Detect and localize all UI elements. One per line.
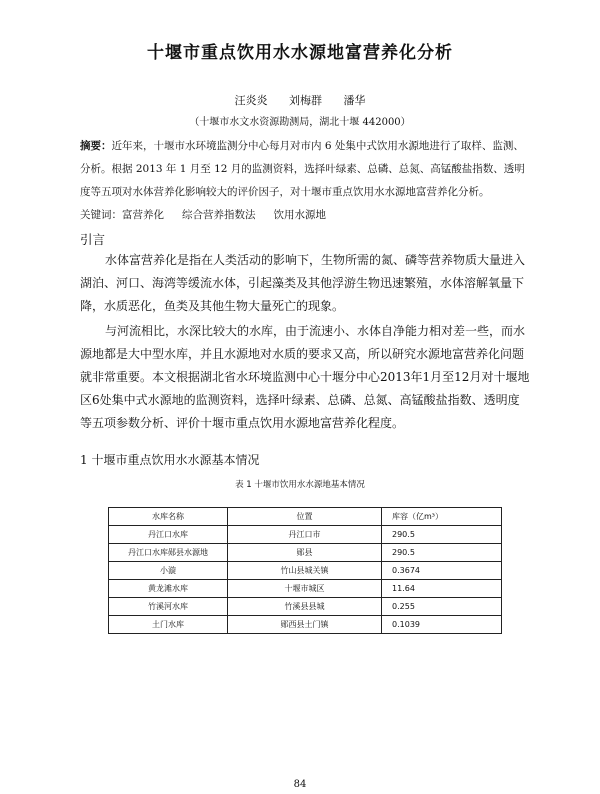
table-cell: 丹江口水库郧县水源地 bbox=[109, 544, 228, 562]
author-name: 潘华 bbox=[343, 94, 366, 107]
table-cell: 竹溪县县城 bbox=[228, 598, 382, 616]
table-row bbox=[109, 544, 502, 562]
page-number: 84 bbox=[293, 779, 307, 790]
table-row bbox=[109, 598, 502, 616]
table-caption: 表 1 十堰市饮用水水源地基本情况 bbox=[235, 480, 365, 490]
author-name: 汪炎炎 bbox=[234, 94, 268, 107]
abstract-label: 摘要： bbox=[80, 140, 112, 152]
keyword: 综合营养指数法 bbox=[182, 209, 256, 221]
table-cell: 竹溪河水库 bbox=[109, 598, 228, 616]
section-heading-intro: 引言 bbox=[80, 232, 106, 247]
table-cell: 土门水库 bbox=[109, 616, 228, 634]
table-row bbox=[109, 526, 502, 544]
table-cell: 郧县 bbox=[228, 544, 382, 562]
paragraph bbox=[80, 249, 530, 318]
table-header-cell: 水库名称 bbox=[109, 508, 228, 526]
table-cell: 11.64 bbox=[382, 580, 502, 598]
table-row bbox=[109, 562, 502, 580]
keywords-label: 关键词： bbox=[80, 209, 122, 221]
author-name: 刘梅群 bbox=[289, 94, 322, 107]
table-cell: 0.255 bbox=[382, 598, 502, 616]
paper-title: 十堰市重点饮用水水源地富营养化分析 bbox=[147, 43, 453, 63]
paragraph bbox=[80, 320, 530, 435]
table-header-row bbox=[109, 508, 502, 526]
paragraph-text: 与河流相比，水深比较大的水库，由于流速小、水体自净能力相对差一些，而水源地都是大中型水库，并且水源地对水质的要求又高，所以研究水源地富营养化问题就非常重要。本文根据湖北省水环境监测中心十堰分中心2013年1月至12月对十堰地区6处集中式水源地的监测资料，选择叶绿素、总磷、总氮、高锰酸盐指数、透明度等五项参数分析、评价十堰市重点饮用水源地富营养化程度。 bbox=[80, 324, 530, 430]
table-cell: 郧西县土门镇 bbox=[228, 616, 382, 634]
table-cell: 丹江口水库 bbox=[109, 526, 228, 544]
table-cell: 0.1039 bbox=[382, 616, 502, 634]
section-heading-1: 1 十堰市重点饮用水水源基本情况 bbox=[80, 453, 260, 467]
table-cell: 竹山县城关镇 bbox=[228, 562, 382, 580]
paragraph-text: 水体富营养化是指在人类活动的影响下，生物所需的氮、磷等营养物质大量进入湖泊、河口、海湾等缓流水体，引起藻类及其他浮游生物迅速繁殖，水体溶解氧量下降，水质恶化，鱼类及其他生物大量死亡的现象。 bbox=[80, 253, 526, 313]
table-cell: 0.3674 bbox=[382, 562, 502, 580]
table-cell: 黄龙滩水库 bbox=[109, 580, 228, 598]
table-cell: 十堰市城区 bbox=[228, 580, 382, 598]
table-header-cell: 位置 bbox=[228, 508, 382, 526]
table-cell: 小漩 bbox=[109, 562, 228, 580]
table-row bbox=[109, 580, 502, 598]
keyword: 饮用水源地 bbox=[273, 209, 326, 221]
reservoir-table bbox=[108, 507, 502, 634]
affiliation: （十堰市水文水资源勘测局，湖北十堰 442000） bbox=[189, 117, 411, 128]
keywords bbox=[80, 207, 344, 222]
abstract-text: 近年来，十堰市水环境监测分中心每月对市内 6 处集中式饮用水源地进行了取样、监测、分析。根据 2013 年 1 月至 12 月的监测资料，选择叶绿素、总磷、总氮、高锰酸盐指数、透明度等五项对水体营养化影响较大的评价因子，对十堰市重点饮用水水源地富营养化分析。 bbox=[80, 140, 525, 198]
table-cell: 290.5 bbox=[382, 544, 502, 562]
table-cell: 290.5 bbox=[382, 526, 502, 544]
table-cell: 丹江口市 bbox=[228, 526, 382, 544]
keyword: 富营养化 bbox=[122, 209, 164, 221]
table-row bbox=[109, 616, 502, 634]
abstract bbox=[80, 135, 530, 204]
table-header-cell: 库容（亿m³） bbox=[382, 508, 502, 526]
author-list bbox=[0, 92, 600, 108]
